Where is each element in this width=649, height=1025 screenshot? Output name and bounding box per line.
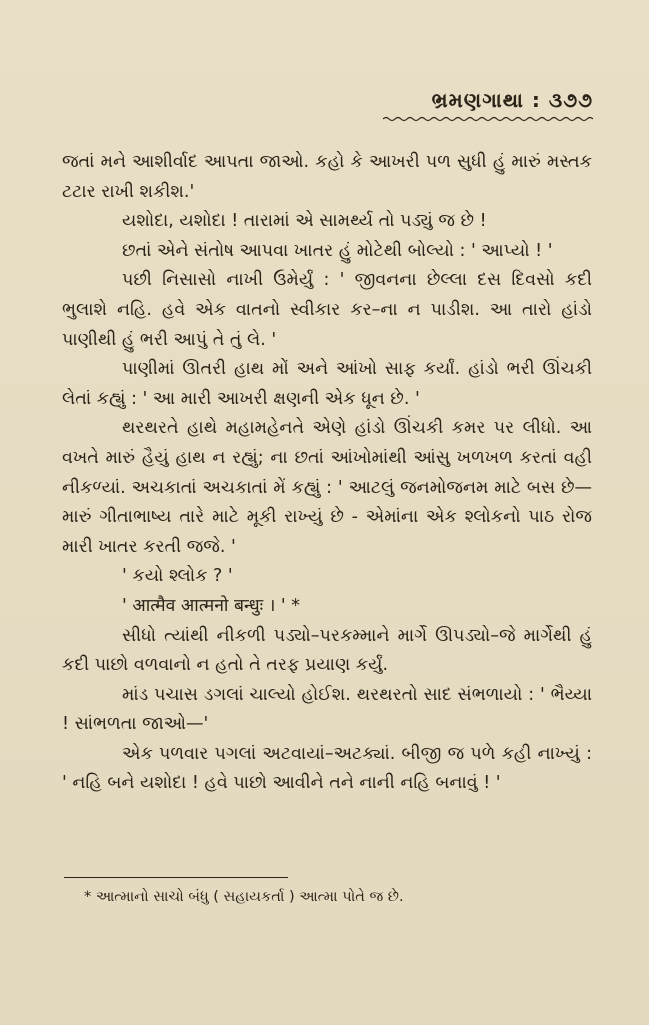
paragraph: થરથરતે હાથે મહામહેનતે એણે હાંડો ઊંચકી કમર પર લીધો. આ વખતે મારું હૈયું હાથ ન રહ્યું; ના છતાં આંખોમાંથી આંસુ ખળખળ કરતાં વહી નીકળ્યાં. અચકાતાં અચકાતાં મેં કહ્યું : ' આટલું જનમોજનમ માટે બસ છે—મારું ગીતાભાષ્ય તારે માટે મૂકી રાખ્યું છે - એમાંના એક શ્લોકનો પાઠ રોજ મારી ખાતર કરતી જજે. ' [62,418,592,557]
paragraph: પાણીમાં ઊતરી હાથ મોં અને આંખો સાફ કર્યાં. હાંડો ભરી ઊંચકી લેતાં કહ્યું : ' આ મારી આખરી ક્ષણની એક ધૂન છે. ' [62,359,592,409]
header-wavy-rule [383,116,593,122]
paragraph: એક પળવાર પગલાં અટવાયાં–અટક્યાં. બીજી જ પળે કહી નાખ્યું : ' નહિ બને યશોદા ! હવે પાછો આવીને તને નાની નહિ બનાવું ! ' [62,743,592,794]
paragraph: ' કયો શ્લોક ? ' [122,566,233,587]
paragraph: યશોદા, યશોદા ! તારામાં એ સામર્થ્ય તો પડ્યું જ છે ! [122,211,487,232]
paragraph: જતાં મને આશીર્વાદ આપતા જાઓ. કહો કે આખરી પળ સુધી હું મારું મસ્તક ટટાર રાખી શકીશ.' [62,152,592,202]
paragraph: સીધો ત્યાંથી નીકળી પડ્યો–પરકમ્માને માર્ગે ઊપડ્યો–જે માર્ગેથી હું કદી પાછો વળવાનો ન હતો તે તરફ પ્રયાણ કર્યું. [62,625,592,676]
sanskrit-quote: ' आत्मैव आत्मनो बन्धुः । ' * [122,595,301,616]
paragraph: માંડ પચાસ ડગલાં ચાલ્યો હોઈશ. થરથરતો સાદ સંભળાયો : ' ભૈય્યા ! સાંભળતા જાઓ—' [62,684,592,735]
footnote-divider [64,877,288,878]
body-text [62,148,592,799]
footnote: * આત્માનો સાચો બંધુ ( સહાયકર્તા ) આત્મા પોતે જ છે. [84,889,404,905]
paragraph: છતાં એને સંતોષ આપવા ખાતર હું મોટેથી બોલ્યો : ' આપ્યો ! ' [122,240,553,261]
paragraph: પછી નિસાસો નાખી ઉમેર્યું : ' જીવનના છેલ્લા દસ દિવસો કદી ભુલાશે નહિ. હવે એક વાતનો સ્વીકાર કર–ના ન પાડીશ. આ તારો હાંડો પાણીથી હું ભરી આપું તે તું લે. ' [62,270,592,350]
running-header: ભ્રમણગાથા : ૩૭૭ [431,88,593,112]
